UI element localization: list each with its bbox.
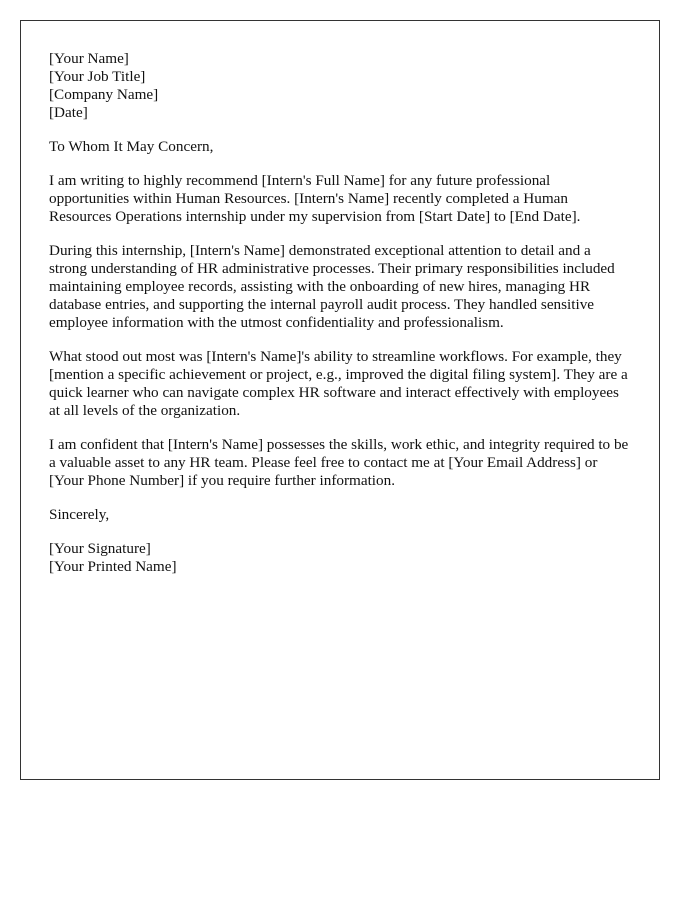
sender-block xyxy=(49,50,631,122)
sender-company: [Company Name] xyxy=(49,86,159,103)
signature-line: [Your Signature] xyxy=(49,540,151,557)
closing: Sincerely, xyxy=(49,506,110,523)
salutation: To Whom It May Concern, xyxy=(49,138,214,155)
letter-date: [Date] xyxy=(49,104,88,121)
recommendation-letter xyxy=(20,20,660,780)
printed-name: [Your Printed Name] xyxy=(49,558,177,575)
body-paragraph-introduction: I am writing to highly recommend [Intern's Full Name] for any future professional opportunities within Human Resources. [Intern's Name] recently completed a Human Resources Operations internship under my supervision from [Start Date] to [End Date]. xyxy=(49,172,581,225)
sender-name: [Your Name] xyxy=(49,50,129,67)
body-paragraph-responsibilities: During this internship, [Intern's Name] demonstrated exceptional attention to detail and a strong understanding of HR administrative processes. Their primary responsibilities included maintaining employee records, assisting with the onboarding of new hires, managing HR database entries, and supporting the internal payroll audit process. They handled sensitive employee information with the utmost confidentiality and professionalism. xyxy=(49,242,615,331)
signature-block xyxy=(49,540,631,576)
sender-job-title: [Your Job Title] xyxy=(49,68,146,85)
body-paragraph-conclusion: I am confident that [Intern's Name] possesses the skills, work ethic, and integrity required to be a valuable asset to any HR team. Please feel free to contact me at [Your Email Address] or [Your Phone Number] if you require further information. xyxy=(49,436,629,489)
body-paragraph-achievements: What stood out most was [Intern's Name]'s ability to streamline workflows. For example, they [mention a specific achievement or project, e.g., improved the digital filing system]. They are a quick learner who can navigate complex HR software and interact effectively with employees at all levels of the organization. xyxy=(49,348,628,419)
